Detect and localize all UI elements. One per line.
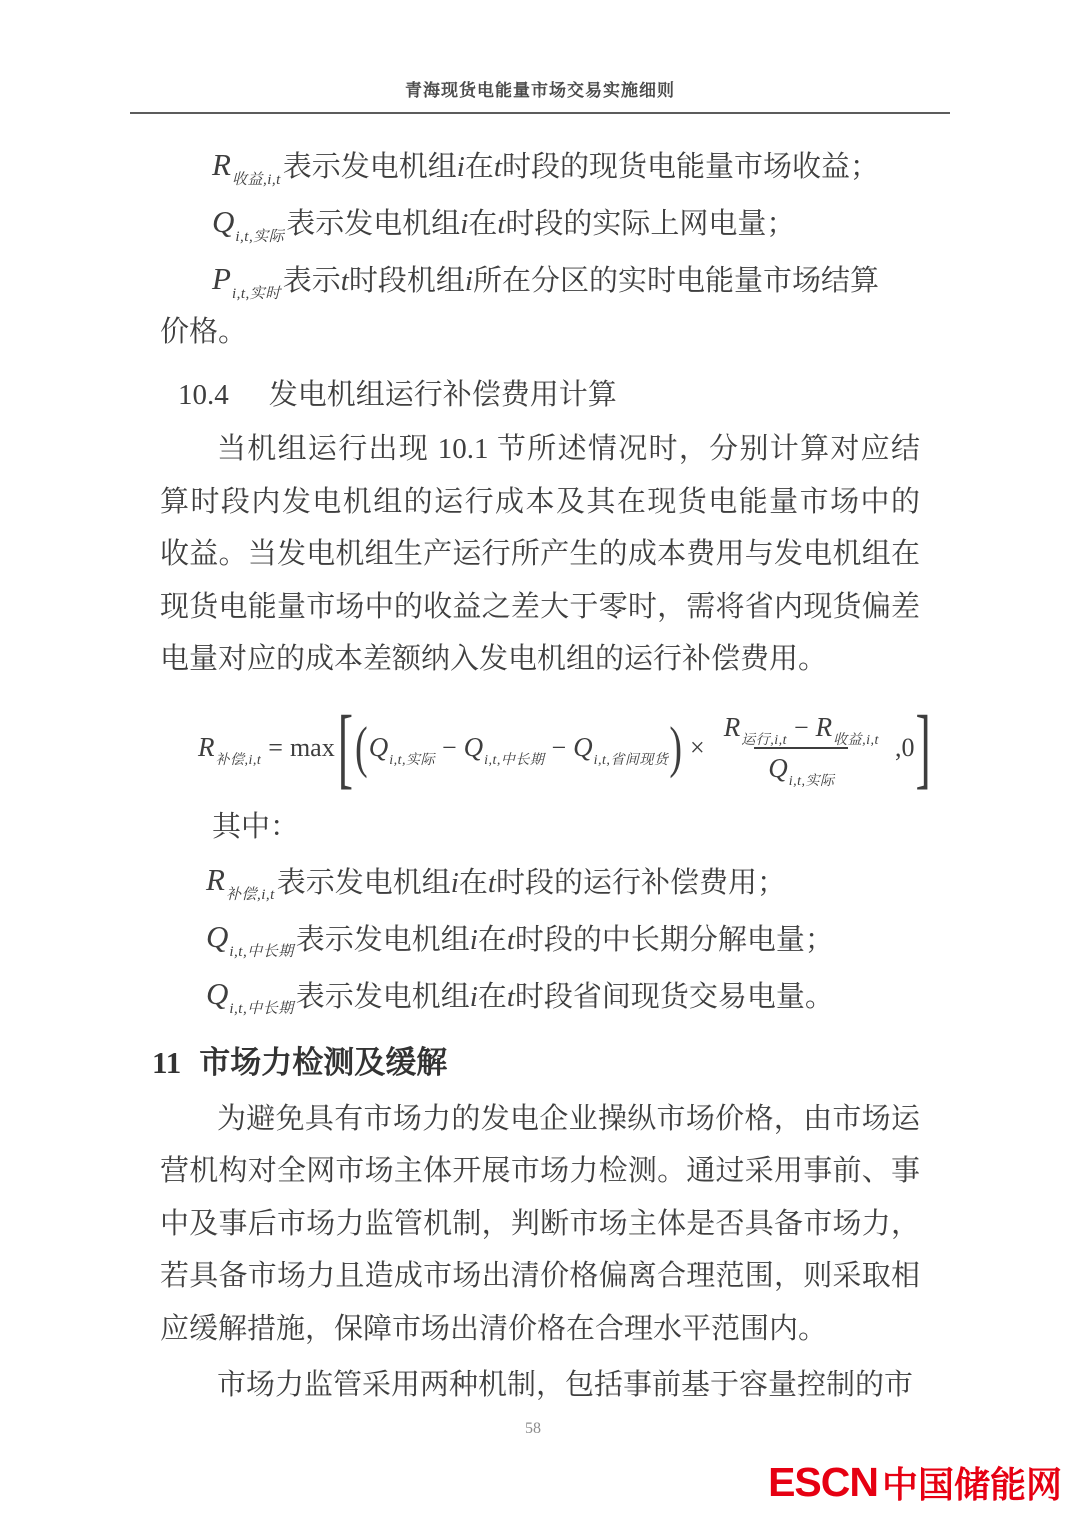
section-heading-10-4 (160, 371, 920, 419)
section-title: 发电机组运行补偿费用计算 (268, 379, 617, 411)
fraction-denominator: Q i,t,实际 (754, 747, 848, 784)
paragraph-compensation (160, 423, 920, 686)
definition-line-actual-energy (212, 193, 920, 250)
minus-sign: − (794, 712, 809, 742)
fraction-numerator: R 运行,i,t − R 收益,i,t (723, 711, 879, 748)
paragraph-line: 算时段内发电机组的运行成本及其在现货电能量市场中的 (160, 485, 920, 518)
left-square-bracket: [ (337, 697, 354, 798)
definition-line-midlongterm (206, 909, 920, 966)
left-paren: ( (355, 716, 368, 779)
page-number: 58 (525, 1420, 541, 1437)
definition-line-revenue (212, 136, 920, 193)
escn-watermark-logo (768, 1457, 1062, 1508)
escn-logo-latin: ESCN (768, 1459, 878, 1505)
section-number: 10.4 (178, 379, 229, 411)
definition-text: 表示发电机组i在t时段省间现货交易电量。 (295, 980, 834, 1013)
right-square-bracket: ] (915, 697, 931, 798)
paragraph-line: 若具备市场力且造成市场出清价格偏离合理范围，则采取相 (160, 1260, 920, 1292)
formula-term: Q i,t,省间现货 (573, 732, 669, 768)
paragraph-line: 当机组运行出现 10.1 节所述情况时，分别计算对应结 (217, 433, 920, 465)
formula-term: Q i,t,实际 (368, 732, 435, 768)
paragraph-line: 为避免具有市场力的发电企业操纵市场价格，由市场运 (217, 1102, 920, 1135)
math-variable: R 收益,i,t (212, 146, 281, 188)
paragraph-line: 市场力监管采用两种机制，包括事前基于容量控制的市 (217, 1369, 914, 1401)
definition-line-realtime-price (212, 250, 920, 307)
escn-logo-chinese: 中国储能网 (881, 1464, 1062, 1505)
definition-line-compensation (206, 852, 920, 909)
definition-continuation: 价格。 (160, 316, 248, 348)
minus-sign: − (551, 732, 567, 762)
paragraph-line: 营机构对全网市场主体开展市场力检测。通过采用事前、事 (160, 1155, 920, 1187)
definition-text: 表示t时段机组i所在分区的实时电能量市场结算 (282, 265, 879, 297)
chapter-number: 11 (152, 1044, 182, 1080)
paragraph-line: 现货电能量市场中的收益之差大于零时，需将省内现货偏差 (160, 590, 920, 623)
chapter-title: 市场力检测及缓解 (199, 1044, 448, 1080)
header-rule (130, 112, 950, 114)
definition-text: 表示发电机组i在t时段的运行补偿费用； (276, 866, 786, 899)
math-variable: Q i,t,实际 (212, 203, 285, 245)
fraction (716, 711, 887, 789)
formula-term: Q i,t,中长期 (463, 732, 545, 768)
math-variable: R 补偿,i,t (206, 862, 275, 903)
math-variable: P i,t,实时 (212, 260, 281, 302)
definition-line-interprovincial (206, 966, 920, 1023)
definition-text: 表示发电机组i在t时段的实际上网电量； (286, 208, 796, 240)
right-paren: ) (669, 716, 683, 779)
compensation-formula (198, 697, 931, 798)
paragraph-line: 电量对应的成本差额纳入发电机组的运行补偿费用。 (160, 643, 828, 675)
formula-lhs: R 补偿,i,t (198, 732, 262, 768)
formula-tail: ,0 (894, 732, 915, 762)
page-header (0, 0, 1080, 114)
paragraph-line: 应缓解措施，保障市场出清价格在合理水平范围内。 (160, 1312, 828, 1345)
times-sign: × (690, 732, 705, 762)
chapter-heading-11 (152, 1037, 920, 1089)
header-title: 青海现货电能量市场交易实施细则 (405, 81, 675, 100)
paragraph-mechanisms (160, 1359, 920, 1412)
math-variable: Q i,t,中长期 (206, 919, 294, 960)
equals-sign: = (268, 732, 283, 762)
paragraph-market-power (160, 1093, 920, 1356)
among-label: 其中： (212, 810, 300, 843)
definition-text: 表示发电机组i在t时段的现货电能量市场收益； (282, 151, 879, 183)
math-variable: Q i,t,中长期 (206, 976, 294, 1017)
max-operator: max (289, 732, 335, 762)
paragraph-line: 收益。当发电机组生产运行所产生的成本费用与发电机组在 (160, 538, 920, 570)
minus-sign: − (441, 732, 457, 762)
definition-text: 表示发电机组i在t时段的中长期分解电量； (295, 923, 834, 956)
paragraph-line: 中及事后市场力监管机制，判断市场主体是否具备市场力， (160, 1207, 920, 1240)
document-body (152, 136, 931, 1412)
